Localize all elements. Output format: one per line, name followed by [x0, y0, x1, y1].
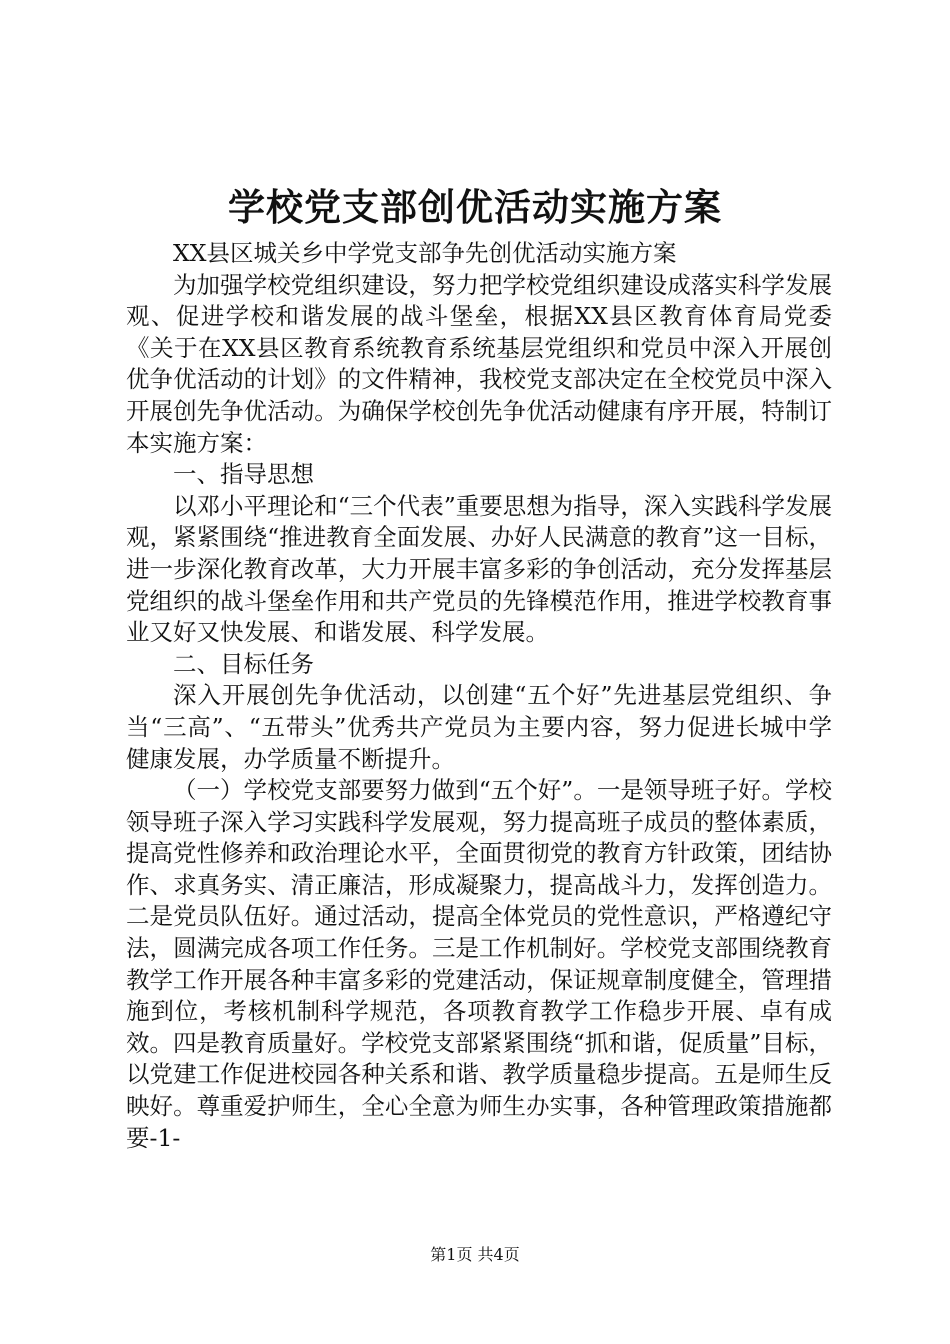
paragraph-goals: 深入开展创先争优活动，以创建“五个好”先进基层党组织、争当“三高”、“五带头”优秀共产党员为主要内容，努力促进长城中学健康发展，办学质量不断提升。 [126, 681, 832, 773]
document-body [126, 238, 832, 1154]
section-heading-guiding-thought: 一、指导思想 [173, 460, 314, 489]
paragraph-guiding-thought: 以邓小平理论和“三个代表”重要思想为指导，深入实践科学发展观，紧紧围绕“推进教育全面发展、办好人民满意的教育”这一目标，进一步深化教育改革，大力开展丰富多彩的争创活动，充分发挥基层党组织的战斗堡垒作用和共产党员的先锋模范作用，推进学校教育事业又好又快发展、和谐发展、科学发展。 [126, 491, 832, 647]
page-footer: 第1页 共4页 [430, 1245, 520, 1264]
paragraph-intro: 为加强学校党组织建设，努力把学校党组织建设成落实科学发展观、促进学校和谐发展的战斗堡垒，根据XX县区教育体育局党委《关于在XX县区教育系统教育系统基层党组织和党员中深入开展创优争优活动的计划》的文件精神，我校党支部决定在全校党员中深入开展创先争优活动。为确保学校创先争优活动健康有序开展，特制订本实施方案： [126, 270, 832, 457]
section-heading-goals: 二、目标任务 [173, 649, 314, 678]
document-title: 学校党支部创优活动实施方案 [228, 185, 722, 229]
document-subtitle: XX县区城关乡中学党支部争先创优活动实施方案 [173, 239, 677, 267]
paragraph-five-goods: （一）学校党支部要努力做到“五个好”。一是领导班子好。学校领导班子深入学习实践科学发展观，努力提高班子成员的整体素质，提高党性修养和政治理论水平，全面贯彻党的教育方针政策，团结协作、求真务实、清正廉洁，形成凝聚力，提高战斗力，发挥创造力。二是党员队伍好。通过活动，提高全体党员的党性意识，严格遵纪守法，圆满完成各项工作任务。三是工作机制好。学校党支部围绕教育教学工作开展各种丰富多彩的党建活动，保证规章制度健全，管理措施到位，考核机制科学规范，各项教育教学工作稳步开展、卓有成效。四是教育质量好。学校党支部紧紧围绕“抓和谐，促质量”目标，以党建工作促进校园各种关系和谐、教学质量稳步提高。五是师生反映好。尊重爱护师生，全心全意为师生办实事，各种管理政策措施都要-1- [126, 776, 832, 1152]
